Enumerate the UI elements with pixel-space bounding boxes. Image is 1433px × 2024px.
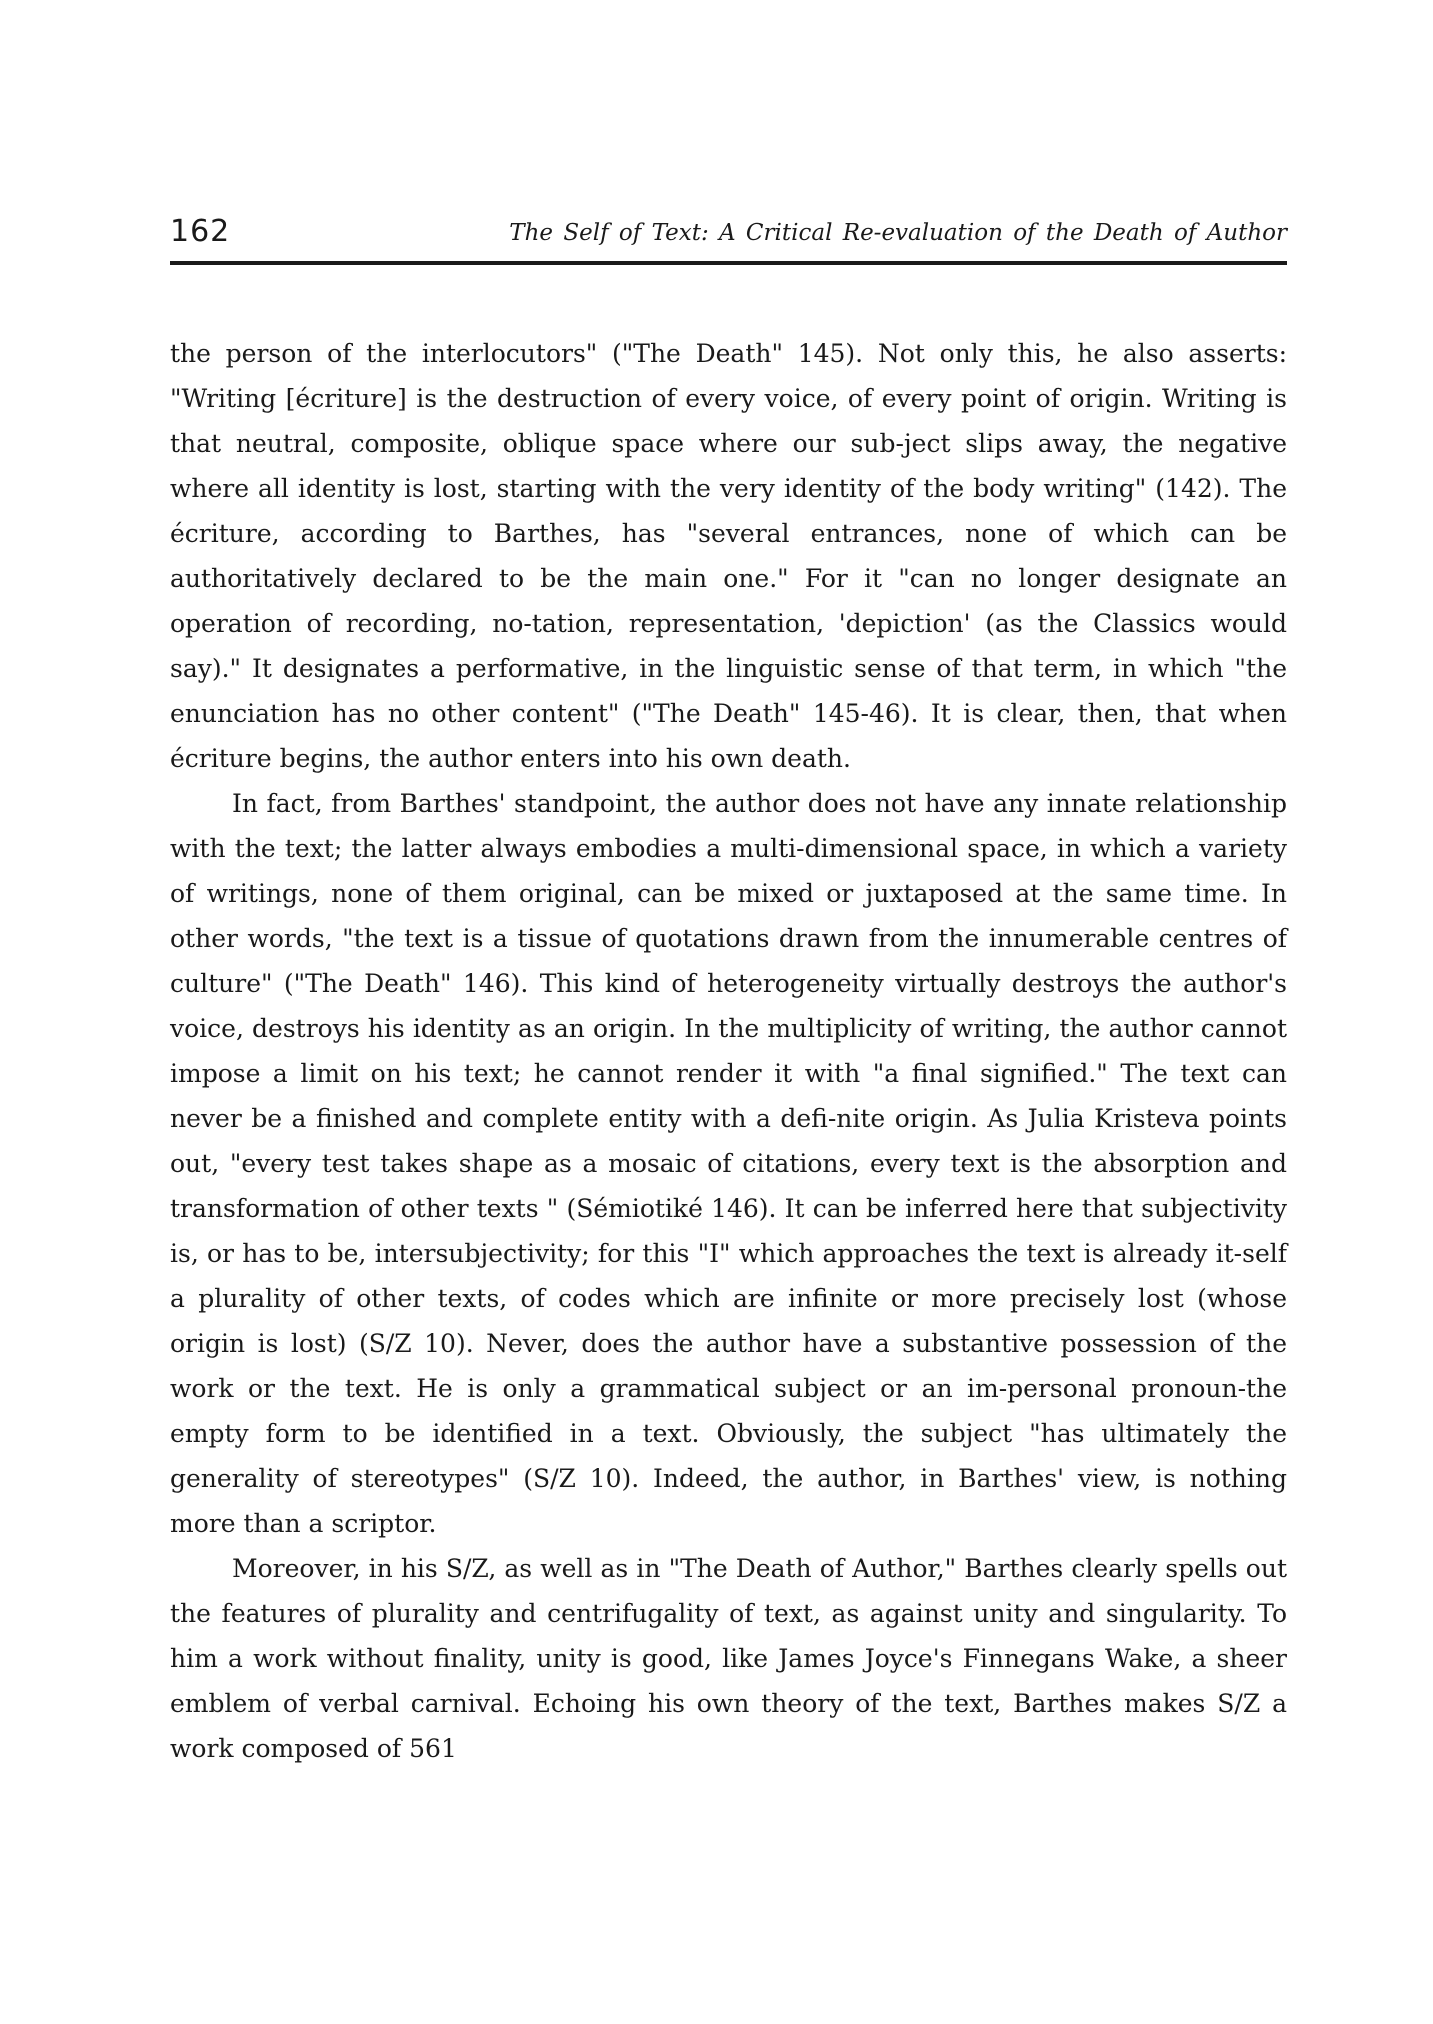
page-number: 162 xyxy=(170,214,231,249)
paragraph-1: the person of the interlocutors" ("The Death" 145). Not only this, he also asserts: "Writing [écriture] is the destruction of every voice, of every point of origin. Writing is that neutral, composite, oblique space where our sub-ject slips away, the negative where all identity is lost, starting with the very identity of the body writing" (142). The écriture, according to Barthes, has "several entrances, none of which can be authoritatively declared to be the main one." For it "can no longer designate an operation of recording, no-tation, representation, 'depiction' (as the Classics would say)." It designates a performative, in the linguistic sense of that term, in which "the enunciation has no other content" ("The Death" 145-46). It is clear, then, that when écriture begins, the author enters into his own death. xyxy=(170,339,1287,773)
body-text xyxy=(170,331,1287,1771)
page-header xyxy=(170,212,1287,262)
running-title: The Self of Text: A Critical Re-evaluation of the Death of Author xyxy=(509,220,1287,246)
paragraph-3: Moreover, in his S/Z, as well as in "The Death of Author," Barthes clearly spells out the features of plurality and centrifugality of text, as against unity and singularity. To him a work without finality, unity is good, like James Joyce's Finnegans Wake, a sheer emblem of verbal carnival. Echoing his own theory of the text, Barthes makes S/Z a work composed of 561 xyxy=(170,1554,1287,1763)
paragraph-2: In fact, from Barthes' standpoint, the author does not have any innate relationship with the text; the latter always embodies a multi-dimensional space, in which a variety of writings, none of them original, can be mixed or juxtaposed at the same time. In other words, "the text is a tissue of quotations drawn from the innumerable centres of culture" ("The Death" 146). This kind of heterogeneity virtually destroys the author's voice, destroys his identity as an origin. In the multiplicity of writing, the author cannot impose a limit on his text; he cannot render it with "a final signified." The text can never be a finished and complete entity with a defi-nite origin. As Julia Kristeva points out, "every test takes shape as a mosaic of citations, every text is the absorption and transformation of other texts " (Sémiotiké 146). It can be inferred here that subjectivity is, or has to be, intersubjectivity; for this "I" which approaches the text is already it-self a plurality of other texts, of codes which are infinite or more precisely lost (whose origin is lost) (S/Z 10). Never, does the author have a substantive possession of the work or the text. He is only a grammatical subject or an im-personal pronoun-the empty form to be identified in a text. Obviously, the subject "has ultimately the generality of stereotypes" (S/Z 10). Indeed, the author, in Barthes' view, is nothing more than a scriptor. xyxy=(170,789,1287,1538)
header-rule xyxy=(170,261,1287,265)
